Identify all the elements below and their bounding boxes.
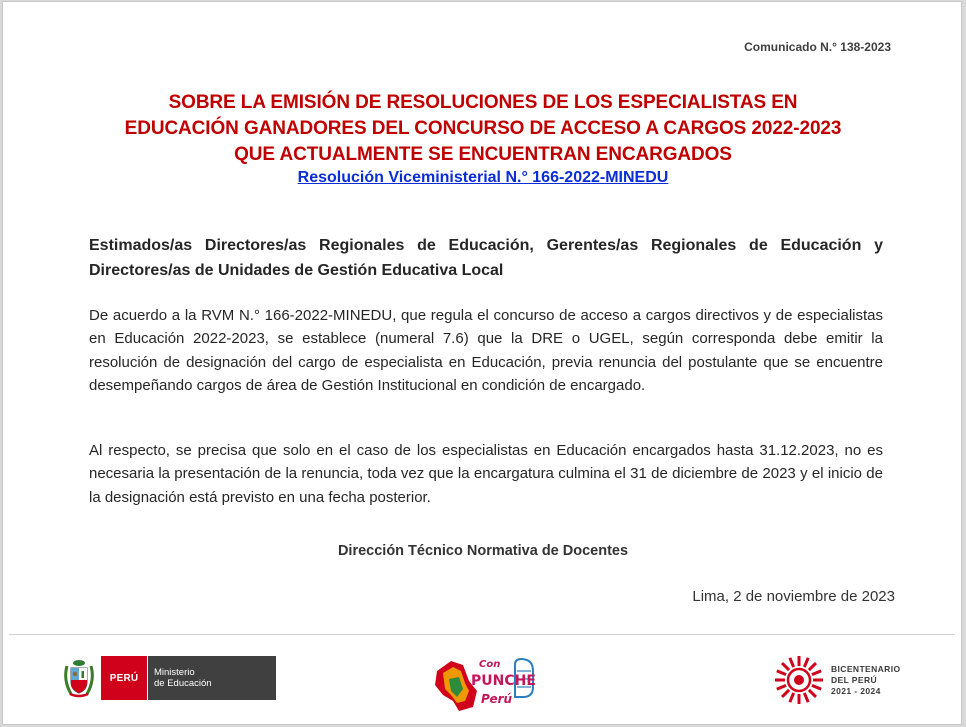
- punche-peru-text: Perú: [481, 692, 513, 706]
- escudo-icon: [61, 656, 97, 700]
- resolution-link[interactable]: Resolución Viceministerial N.° 166-2022-MINEDU: [297, 169, 669, 186]
- title-line-3: QUE ACTUALMENTE SE ENCUENTRAN ENCARGADOS: [234, 144, 732, 165]
- punche-peru-logo: [429, 651, 541, 717]
- document-page: [2, 1, 962, 725]
- signature: Dirección Técnico Normativa de Docentes: [337, 543, 629, 559]
- title-line-2: EDUCACIÓN GANADORES DEL CONCURSO DE ACCESO A CARGOS 2022-2023: [124, 118, 842, 139]
- punche-main-text: PUNCHE: [471, 673, 536, 689]
- punche-con-text: Con: [479, 659, 501, 670]
- title-line-1: SOBRE LA EMISIÓN DE RESOLUCIONES DE LOS ESPECIALISTAS EN: [168, 92, 798, 113]
- body-paragraph-1: De acuerdo a la RVM N.° 166-2022-MINEDU, que regula el concurso de acceso a cargos directivos y de especialistas en Educación 2022-2023, se establece (numeral 7.6) que la DRE o UGEL, según corresponda debe emitir la resolución de designación del cargo de especialista en Educación, previa renuncia del postulante que se encuentre desempeñando cargos de área de Gestión Institucional en condición de encargado.: [89, 307, 883, 395]
- comunicado-number: Comunicado N.° 138-2023: [744, 40, 891, 54]
- footer-divider: [9, 634, 955, 635]
- bicentenario-logo: [773, 654, 901, 706]
- bicentenario-text: [831, 664, 901, 697]
- peru-label: PERÚ: [101, 656, 147, 700]
- bicentenario-line-1: BICENTENARIO: [831, 663, 901, 674]
- minedu-logo: [61, 656, 276, 700]
- body-paragraph-2: Al respecto, se precisa que solo en el caso de los especialistas en Educación encargados hasta 31.12.2023, no es necesaria la presentación de la renuncia, toda vez que la encargatura culmina el 31 de diciembre de 2023 y el inicio de la designación está previsto en una fecha posterior.: [89, 442, 883, 506]
- bicentenario-emblem-icon: [773, 654, 825, 706]
- bicentenario-line-3: 2021 - 2024: [831, 685, 881, 696]
- salutation: Estimados/as Directores/as Regionales de Educación, Gerentes/as Regionales de Educación y Directores/as de Unidades de Gestión Educativa Local: [89, 237, 883, 279]
- date: Lima, 2 de noviembre de 2023: [692, 588, 895, 605]
- ministerio-label: [147, 656, 276, 700]
- ministerio-line-1: Ministerio: [154, 667, 195, 678]
- ministerio-line-2: de Educación: [154, 678, 212, 689]
- title-block: [3, 90, 962, 187]
- bicentenario-line-2: DEL PERÚ: [831, 674, 878, 685]
